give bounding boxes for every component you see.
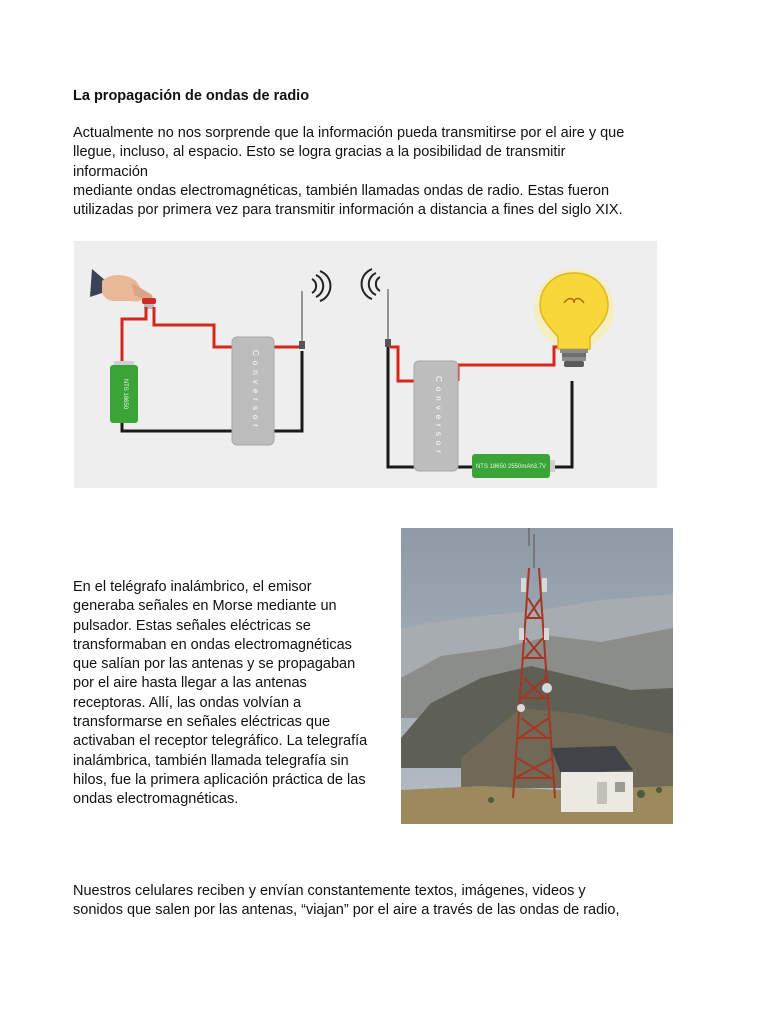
cellphones-line: sonidos que salen por las antenas, “viajan” por el aire a través de las ondas de radio, [73, 902, 620, 919]
telegraph-line: pulsador. Estas señales eléctricas se [73, 617, 311, 634]
intro-line: llegue, incluso, al espacio. Esto se logra gracias a la posibilidad de transmitir [73, 144, 566, 161]
radio-waves-out-icon [312, 271, 330, 301]
converter-label: Conversor [434, 376, 443, 458]
telegraph-line: activaban el receptor telegráfico. La telegrafía [73, 733, 368, 750]
intro-line: utilizadas por primera vez para transmitir información a distancia a fines del siglo XIX. [73, 202, 623, 219]
radio-tower-photo [401, 528, 673, 824]
battery-label-left: NTS 18650 [122, 378, 128, 410]
telegraph-line: ondas electromagnéticas. [73, 791, 239, 808]
telegraph-line: En el telégrafo inalámbrico, el emisor [73, 579, 312, 595]
intro-paragraph [73, 124, 673, 220]
telegraph-paragraph [73, 578, 393, 810]
equipment-building-icon [551, 746, 633, 812]
converter-box-receiver [414, 361, 458, 471]
cellphones-line: Nuestros celulares reciben y envían constantemente textos, imágenes, videos y [73, 883, 586, 899]
page-title: La propagación de ondas de radio [73, 88, 310, 104]
battery-icon [472, 454, 555, 478]
telegraph-line: que salían por las antenas y se propagaban [73, 656, 356, 673]
intro-line: Actualmente no nos sorprende que la información pueda transmitirse por el aire y que [73, 125, 625, 141]
telegraph-line: por el aire hasta llegar a las antenas [73, 675, 307, 692]
telegraph-line: hilos, fue la primera aplicación práctica de las [73, 771, 366, 788]
hand-pressing-button-icon [90, 269, 156, 309]
intro-line: información [73, 163, 148, 180]
receive-antenna-icon [385, 289, 391, 347]
telegraph-line: transformaban en ondas electromagnéticas [73, 636, 352, 653]
telegraph-line: receptoras. Allí, las ondas volvían a [73, 694, 302, 711]
telegraph-line: generaba señales en Morse mediante un [73, 598, 337, 615]
radio-transmission-diagram [74, 241, 657, 488]
transmit-antenna-icon [299, 291, 305, 349]
converter-box-transmitter [232, 337, 274, 445]
battery-icon [110, 361, 138, 423]
receiver-circuit [362, 269, 614, 478]
light-bulb-icon [534, 269, 614, 367]
converter-label: Conversor [251, 350, 260, 432]
radio-waves-in-icon [362, 269, 380, 299]
telegraph-line: inalámbrica, también llamada telegrafía sin [73, 752, 349, 769]
transmitter-circuit [90, 269, 330, 445]
battery-label-right: NTS 18650 2550mAh3.7V [475, 464, 547, 470]
telegraph-line: transformarse en señales eléctricas que [73, 714, 331, 731]
intro-line: mediante ondas electromagnéticas, también llamadas ondas de radio. Estas fueron [73, 182, 610, 199]
cellphones-paragraph [73, 882, 673, 921]
